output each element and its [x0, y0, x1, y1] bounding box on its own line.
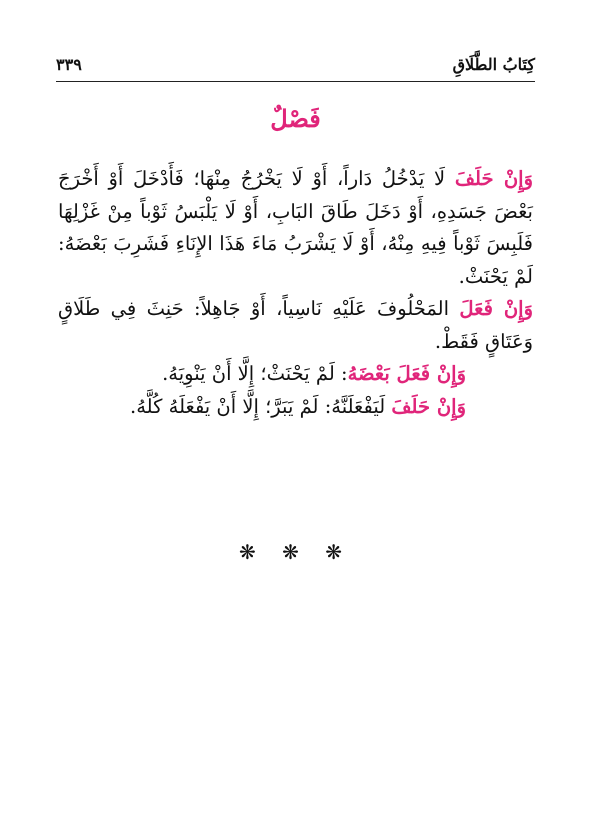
paragraph-text: المَحْلُوفَ عَلَيْهِ نَاسِياً، أَوْ جَاهِلاً: حَنِثَ فِي طَلَاقٍ وَعَتَاقٍ فَقَطْ. [58, 297, 533, 353]
running-header [56, 55, 535, 82]
paragraph-text: لَيَفْعَلَنَّهُ: لَمْ يَبَرَّ؛ إِلَّا أَنْ يَفْعَلَهُ كُلَّهُ. [130, 394, 392, 418]
page-number: ٣٣٩ [56, 55, 82, 74]
paragraph [58, 163, 533, 293]
keyword: وَإِنْ حَلَفَ [391, 394, 466, 418]
book-title: كِتَابُ الطَّلَاقِ [452, 55, 535, 74]
keyword: وَإِنْ فَعَلَ [459, 297, 533, 320]
section-separator: ❋ ❋ ❋ [239, 540, 352, 564]
section-title: فَصْلٌ [270, 104, 321, 133]
keyword: وَإِنْ حَلَفَ [454, 167, 533, 190]
main-text [58, 163, 533, 423]
paragraph-text: : لَمْ يَحْنَثْ؛ إِلَّا أَنْ يَنْوِيَهُ. [162, 362, 348, 385]
paragraph [58, 358, 533, 391]
keyword: وَإِنْ فَعَلَ بَعْضَهُ [347, 362, 466, 385]
paragraph [58, 293, 533, 358]
paragraph [58, 391, 533, 424]
paragraph-text: لَا يَدْخُلُ دَاراً، أَوْ لَا يَخْرُجُ مِنْهَا؛ فَأَدْخَلَ أَوْ أَخْرَجَ بَعْضَ جَسَدِهِ، أَوْ دَخَلَ طَاقَ البَابِ، أَوْ لَا يَلْبَسُ ثَوْباً مِنْ غَزْلِهَا فَلَبِسَ ثَوْباً فِيهِ مِنْهُ، أَوْ لَا يَشْرَبُ مَاءَ هَذَا الإِنَاءِ فَشَرِبَ بَعْضَهُ: لَمْ يَحْنَثْ. [58, 167, 533, 288]
